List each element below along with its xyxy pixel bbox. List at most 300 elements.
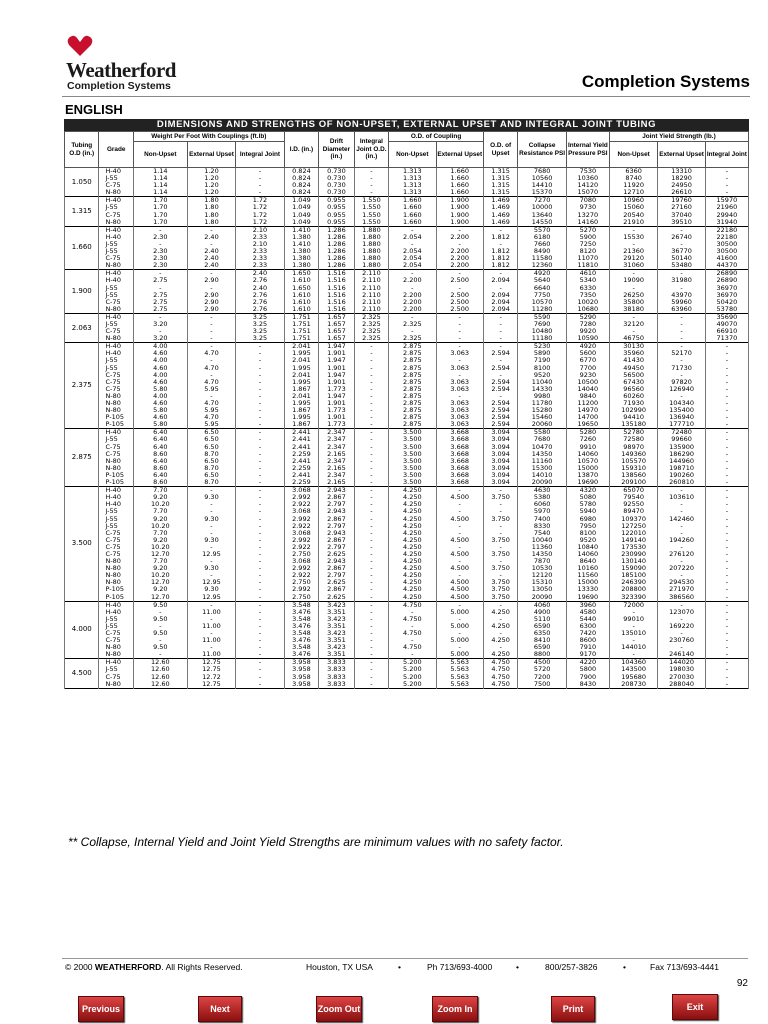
- table-cell: 9.50: [133, 644, 187, 651]
- tubing-size-group: [65, 429, 749, 487]
- next-button[interactable]: Next: [198, 996, 242, 1022]
- table-cell: -: [483, 572, 517, 579]
- table-cell: -: [436, 313, 483, 321]
- table-cell: 208730: [609, 681, 657, 689]
- table-cell: 2.922: [284, 501, 318, 508]
- tubing-od-cell: 4.500: [65, 659, 99, 688]
- table-cell: 2.40: [187, 234, 235, 241]
- table-cell: 0.730: [319, 175, 355, 182]
- table-cell: 13270: [566, 212, 609, 219]
- table-cell: -: [705, 644, 748, 651]
- table-row: [65, 299, 749, 306]
- table-cell: 11580: [518, 255, 566, 262]
- table-cell: 1.610: [284, 299, 318, 306]
- table-cell: 2.992: [284, 494, 318, 501]
- table-cell: -: [483, 270, 517, 278]
- table-cell: 3.094: [483, 479, 517, 487]
- table-cell: -: [705, 372, 748, 379]
- table-cell: 10470: [518, 444, 566, 451]
- table-cell: -: [236, 429, 284, 437]
- table-cell: 1.049: [284, 197, 318, 205]
- table-row: [65, 292, 749, 299]
- table-cell: -: [187, 487, 235, 495]
- table-cell: -: [354, 594, 388, 602]
- table-cell: -: [187, 313, 235, 321]
- table-cell: -: [187, 343, 235, 351]
- table-cell: 6640: [518, 285, 566, 292]
- table-cell: 12120: [518, 572, 566, 579]
- table-cell: -: [705, 537, 748, 544]
- table-cell: 1.660: [436, 175, 483, 182]
- table-cell: -: [705, 630, 748, 637]
- table-cell: -: [133, 623, 187, 630]
- grade-cell: C-75: [99, 674, 133, 681]
- table-cell: 104340: [658, 400, 705, 407]
- table-cell: 5230: [518, 343, 566, 351]
- grade-cell: P-105: [99, 479, 133, 487]
- table-cell: 9.50: [133, 630, 187, 637]
- print-button[interactable]: Print: [551, 996, 595, 1022]
- table-cell: 65070: [609, 487, 657, 495]
- table-cell: 5.000: [436, 623, 483, 630]
- table-cell: -: [354, 630, 388, 637]
- table-row: [65, 248, 749, 255]
- table-cell: -: [236, 674, 284, 681]
- table-cell: 1.550: [354, 204, 388, 211]
- table-row: [65, 609, 749, 616]
- grade-cell: H-40: [99, 197, 133, 205]
- table-cell: -: [133, 285, 187, 292]
- table-cell: 2.594: [483, 400, 517, 407]
- table-cell: -: [436, 530, 483, 537]
- table-cell: 20090: [518, 594, 566, 602]
- table-cell: 7540: [518, 530, 566, 537]
- table-cell: 1.516: [319, 270, 355, 278]
- table-cell: 2.90: [187, 299, 235, 306]
- table-cell: 4.500: [436, 494, 483, 501]
- table-cell: 10530: [518, 565, 566, 572]
- table-cell: 7660: [518, 241, 566, 248]
- grade-cell: C-75: [99, 328, 133, 335]
- table-cell: 2.33: [236, 262, 284, 270]
- table-cell: 2.875: [389, 343, 436, 351]
- table-cell: 8740: [609, 175, 657, 182]
- table-cell: 50420: [705, 299, 748, 306]
- table-row: [65, 313, 749, 321]
- table-cell: 2.259: [284, 479, 318, 487]
- grade-cell: N-80: [99, 306, 133, 314]
- table-cell: -: [609, 651, 657, 659]
- table-cell: 2.943: [319, 530, 355, 537]
- table-cell: 135180: [609, 421, 657, 429]
- table-cell: 2.875: [389, 400, 436, 407]
- table-cell: 2.441: [284, 458, 318, 465]
- table-cell: 1.880: [354, 234, 388, 241]
- table-cell: -: [705, 579, 748, 586]
- table-cell: 6.50: [187, 444, 235, 451]
- table-cell: -: [483, 487, 517, 495]
- table-cell: 6.40: [133, 472, 187, 479]
- table-cell: 1.660: [389, 197, 436, 205]
- table-cell: 14550: [518, 219, 566, 227]
- table-cell: 11.00: [187, 623, 235, 630]
- table-cell: 6590: [518, 623, 566, 630]
- table-cell: 41430: [609, 357, 657, 364]
- header-coupling-external-upset: External Upset: [436, 142, 483, 168]
- table-cell: 12.70: [133, 594, 187, 602]
- table-row: [65, 321, 749, 328]
- grade-cell: N-80: [99, 219, 133, 227]
- table-row: [65, 458, 749, 465]
- tubing-od-cell: 1.900: [65, 270, 99, 314]
- table-cell: 3.668: [436, 472, 483, 479]
- table-cell: -: [187, 530, 235, 537]
- table-cell: 1.70: [133, 219, 187, 227]
- table-row: [65, 472, 749, 479]
- table-cell: 2.041: [284, 357, 318, 364]
- table-row: [65, 241, 749, 248]
- table-cell: 5440: [566, 616, 609, 623]
- table-cell: -: [236, 666, 284, 673]
- table-cell: 71930: [609, 400, 657, 407]
- table-cell: 31940: [705, 219, 748, 227]
- table-cell: 4.00: [133, 393, 187, 400]
- table-cell: -: [354, 472, 388, 479]
- table-cell: -: [436, 335, 483, 343]
- table-cell: -: [705, 681, 748, 689]
- table-cell: 1.812: [483, 255, 517, 262]
- table-cell: -: [236, 637, 284, 644]
- table-cell: 5.95: [187, 407, 235, 414]
- table-cell: 10570: [518, 299, 566, 306]
- table-row: [65, 494, 749, 501]
- table-cell: 2.76: [236, 292, 284, 299]
- table-cell: 149360: [609, 451, 657, 458]
- table-cell: 49450: [609, 365, 657, 372]
- table-cell: 14700: [566, 414, 609, 421]
- table-cell: 1.550: [354, 219, 388, 227]
- table-cell: 5.80: [133, 407, 187, 414]
- table-cell: 1.751: [284, 313, 318, 321]
- table-cell: 4.250: [483, 651, 517, 659]
- table-cell: 1.80: [187, 212, 235, 219]
- header-weight-non-upset: Non-Upset: [133, 142, 187, 168]
- table-cell: 130140: [609, 558, 657, 565]
- previous-button[interactable]: Previous: [78, 996, 124, 1022]
- table-cell: 159090: [609, 565, 657, 572]
- table-cell: -: [483, 508, 517, 515]
- table-cell: -: [236, 579, 284, 586]
- table-cell: 15060: [609, 204, 657, 211]
- table-cell: 4.250: [389, 523, 436, 530]
- table-cell: -: [705, 444, 748, 451]
- zoom-out-button[interactable]: Zoom Out: [316, 996, 362, 1022]
- table-cell: -: [436, 644, 483, 651]
- table-cell: 1.751: [284, 335, 318, 343]
- table-cell: 53480: [658, 262, 705, 270]
- grade-cell: C-75: [99, 444, 133, 451]
- grade-cell: N-80: [99, 651, 133, 659]
- table-cell: 1.901: [319, 350, 355, 357]
- table-cell: 5380: [518, 494, 566, 501]
- table-cell: 2.867: [319, 565, 355, 572]
- table-cell: 3.094: [483, 458, 517, 465]
- table-cell: 4.250: [389, 572, 436, 579]
- table-cell: -: [354, 444, 388, 451]
- table-cell: 1.867: [284, 421, 318, 429]
- table-cell: 2.797: [319, 523, 355, 530]
- table-cell: 2.110: [354, 292, 388, 299]
- table-cell: 1.995: [284, 379, 318, 386]
- table-cell: 3.476: [284, 623, 318, 630]
- table-cell: 1.70: [133, 197, 187, 205]
- table-cell: 30500: [705, 248, 748, 255]
- table-cell: 136940: [658, 414, 705, 421]
- table-cell: 39510: [658, 219, 705, 227]
- table-cell: 6180: [518, 234, 566, 241]
- table-cell: 50140: [658, 255, 705, 262]
- table-cell: 0.955: [319, 212, 355, 219]
- table-cell: 1.880: [354, 226, 388, 234]
- table-cell: 2.165: [319, 451, 355, 458]
- table-cell: 3.668: [436, 429, 483, 437]
- table-cell: 0.955: [319, 204, 355, 211]
- table-cell: 7400: [518, 516, 566, 523]
- table-cell: 14350: [518, 551, 566, 558]
- table-cell: 1.995: [284, 414, 318, 421]
- table-cell: 4580: [566, 609, 609, 616]
- table-cell: -: [236, 343, 284, 351]
- table-cell: 5.563: [436, 666, 483, 673]
- table-cell: 96560: [609, 386, 657, 393]
- table-cell: -: [133, 328, 187, 335]
- table-title: DIMENSIONS AND STRENGTHS OF NON-UPSET, EXTERNAL UPSET AND INTEGRAL JOINT TUBING: [64, 119, 749, 131]
- table-cell: 31980: [658, 277, 705, 284]
- table-cell: 2.10: [236, 226, 284, 234]
- table-cell: 104360: [609, 659, 657, 667]
- table-cell: -: [436, 393, 483, 400]
- table-cell: 8.70: [187, 451, 235, 458]
- table-cell: -: [483, 241, 517, 248]
- table-cell: -: [436, 321, 483, 328]
- table-cell: 26890: [705, 277, 748, 284]
- table-cell: -: [236, 436, 284, 443]
- table-cell: 1.313: [389, 182, 436, 189]
- table-row: [65, 444, 749, 451]
- table-cell: 2.500: [436, 277, 483, 284]
- table-cell: 5570: [518, 226, 566, 234]
- table-cell: -: [236, 168, 284, 176]
- grade-cell: P-105: [99, 414, 133, 421]
- grade-cell: P-105: [99, 594, 133, 602]
- table-row: [65, 501, 749, 508]
- table-cell: 4.00: [133, 343, 187, 351]
- table-cell: 36970: [705, 292, 748, 299]
- table-cell: 26250: [609, 292, 657, 299]
- page-number: 92: [736, 978, 748, 989]
- table-cell: 14330: [518, 386, 566, 393]
- grade-cell: J-55: [99, 623, 133, 630]
- table-cell: 5.80: [133, 386, 187, 393]
- table-cell: 1.315: [483, 182, 517, 189]
- table-cell: 1.80: [187, 204, 235, 211]
- header-yield-external-upset: External Upset: [658, 142, 705, 168]
- header-od-of-upset: O.D. of Upset: [483, 132, 517, 168]
- table-cell: 8490: [518, 248, 566, 255]
- table-cell: 59960: [658, 299, 705, 306]
- table-cell: -: [705, 407, 748, 414]
- table-cell: 7950: [566, 523, 609, 530]
- table-cell: -: [187, 226, 235, 234]
- table-cell: 2.867: [319, 537, 355, 544]
- exit-button[interactable]: Exit: [672, 994, 718, 1020]
- table-cell: 5.200: [389, 659, 436, 667]
- table-cell: -: [483, 321, 517, 328]
- table-cell: 1.660: [389, 212, 436, 219]
- table-cell: -: [236, 400, 284, 407]
- table-cell: 2.441: [284, 436, 318, 443]
- table-cell: 99010: [609, 616, 657, 623]
- table-cell: 1.812: [483, 262, 517, 270]
- grade-cell: P-105: [99, 586, 133, 593]
- table-cell: 4920: [518, 270, 566, 278]
- table-cell: -: [705, 551, 748, 558]
- table-cell: 7680: [518, 436, 566, 443]
- table-cell: -: [658, 644, 705, 651]
- table-cell: 9.50: [133, 616, 187, 623]
- grade-cell: J-55: [99, 357, 133, 364]
- table-cell: -: [705, 523, 748, 530]
- table-cell: 5.563: [436, 681, 483, 689]
- table-cell: -: [658, 226, 705, 234]
- table-cell: -: [705, 623, 748, 630]
- table-cell: 2.594: [483, 421, 517, 429]
- table-cell: -: [483, 616, 517, 623]
- table-cell: -: [705, 501, 748, 508]
- table-cell: -: [658, 321, 705, 328]
- table-cell: 14060: [566, 451, 609, 458]
- table-cell: 26740: [658, 234, 705, 241]
- table-cell: 2.875: [389, 357, 436, 364]
- grade-cell: C-75: [99, 182, 133, 189]
- table-cell: -: [483, 343, 517, 351]
- table-cell: 2.943: [319, 558, 355, 565]
- table-cell: -: [354, 516, 388, 523]
- table-cell: 1.516: [319, 306, 355, 314]
- table-cell: 3.094: [483, 429, 517, 437]
- table-cell: 2.90: [187, 277, 235, 284]
- table-cell: 1.14: [133, 175, 187, 182]
- grade-cell: C-75: [99, 379, 133, 386]
- table-cell: 4.250: [389, 544, 436, 551]
- table-cell: -: [705, 494, 748, 501]
- grade-cell: J-55: [99, 365, 133, 372]
- table-cell: -: [133, 270, 187, 278]
- table-cell: 3.750: [483, 551, 517, 558]
- table-cell: 3.668: [436, 458, 483, 465]
- table-cell: 2.325: [354, 328, 388, 335]
- tubing-od-cell: 1.050: [65, 168, 99, 197]
- table-cell: -: [705, 350, 748, 357]
- table-cell: 43970: [658, 292, 705, 299]
- table-cell: 186290: [658, 451, 705, 458]
- grade-cell: N-80: [99, 335, 133, 343]
- table-cell: 1.867: [284, 407, 318, 414]
- table-cell: 12.60: [133, 659, 187, 667]
- table-cell: 31060: [609, 262, 657, 270]
- table-cell: 2.200: [436, 255, 483, 262]
- table-cell: 2.594: [483, 365, 517, 372]
- table-cell: 1.867: [284, 386, 318, 393]
- table-cell: 3.063: [436, 421, 483, 429]
- table-cell: 1.995: [284, 350, 318, 357]
- table-cell: 2.625: [319, 579, 355, 586]
- table-row: [65, 379, 749, 386]
- table-cell: 3.750: [483, 494, 517, 501]
- table-row: [65, 651, 749, 659]
- table-cell: 37040: [658, 212, 705, 219]
- table-cell: 8640: [566, 558, 609, 565]
- table-cell: 1.286: [319, 241, 355, 248]
- table-cell: 35800: [609, 299, 657, 306]
- table-cell: 1.947: [319, 343, 355, 351]
- table-cell: 2.75: [133, 299, 187, 306]
- table-cell: 276120: [658, 551, 705, 558]
- table-cell: 12360: [518, 262, 566, 270]
- table-cell: 2.325: [354, 335, 388, 343]
- zoom-in-button[interactable]: Zoom In: [432, 996, 478, 1022]
- table-cell: 5270: [566, 226, 609, 234]
- table-cell: 2.325: [389, 335, 436, 343]
- table-row: [65, 219, 749, 227]
- table-cell: 1.313: [389, 175, 436, 182]
- table-cell: 2.041: [284, 372, 318, 379]
- table-cell: 4.500: [436, 586, 483, 593]
- table-row: [65, 551, 749, 558]
- table-cell: -: [705, 586, 748, 593]
- table-cell: 4.250: [389, 530, 436, 537]
- table-cell: 2.750: [284, 579, 318, 586]
- table-cell: 11360: [518, 544, 566, 551]
- table-cell: 9.20: [133, 516, 187, 523]
- table-cell: 1.657: [319, 321, 355, 328]
- table-cell: 8430: [566, 681, 609, 689]
- table-cell: 1.880: [354, 262, 388, 270]
- table-cell: 1.049: [284, 212, 318, 219]
- table-cell: 2.200: [436, 234, 483, 241]
- grade-cell: H-40: [99, 487, 133, 495]
- table-cell: 35690: [705, 313, 748, 321]
- table-cell: 4.60: [133, 365, 187, 372]
- table-row: [65, 644, 749, 651]
- tubing-size-group: [65, 487, 749, 602]
- table-cell: 2.797: [319, 501, 355, 508]
- grade-cell: J-55: [99, 616, 133, 623]
- table-cell: 142460: [658, 516, 705, 523]
- table-cell: -: [354, 551, 388, 558]
- table-cell: 6060: [518, 501, 566, 508]
- table-cell: 98970: [609, 444, 657, 451]
- table-cell: 4.250: [389, 558, 436, 565]
- table-cell: 1.72: [236, 204, 284, 211]
- table-cell: -: [236, 350, 284, 357]
- table-cell: -: [705, 168, 748, 176]
- table-cell: 4.250: [389, 594, 436, 602]
- table-cell: -: [389, 313, 436, 321]
- grade-cell: N-80: [99, 572, 133, 579]
- copyright-suffix: . All Rights Reserved.: [161, 962, 243, 972]
- table-cell: 1.469: [483, 212, 517, 219]
